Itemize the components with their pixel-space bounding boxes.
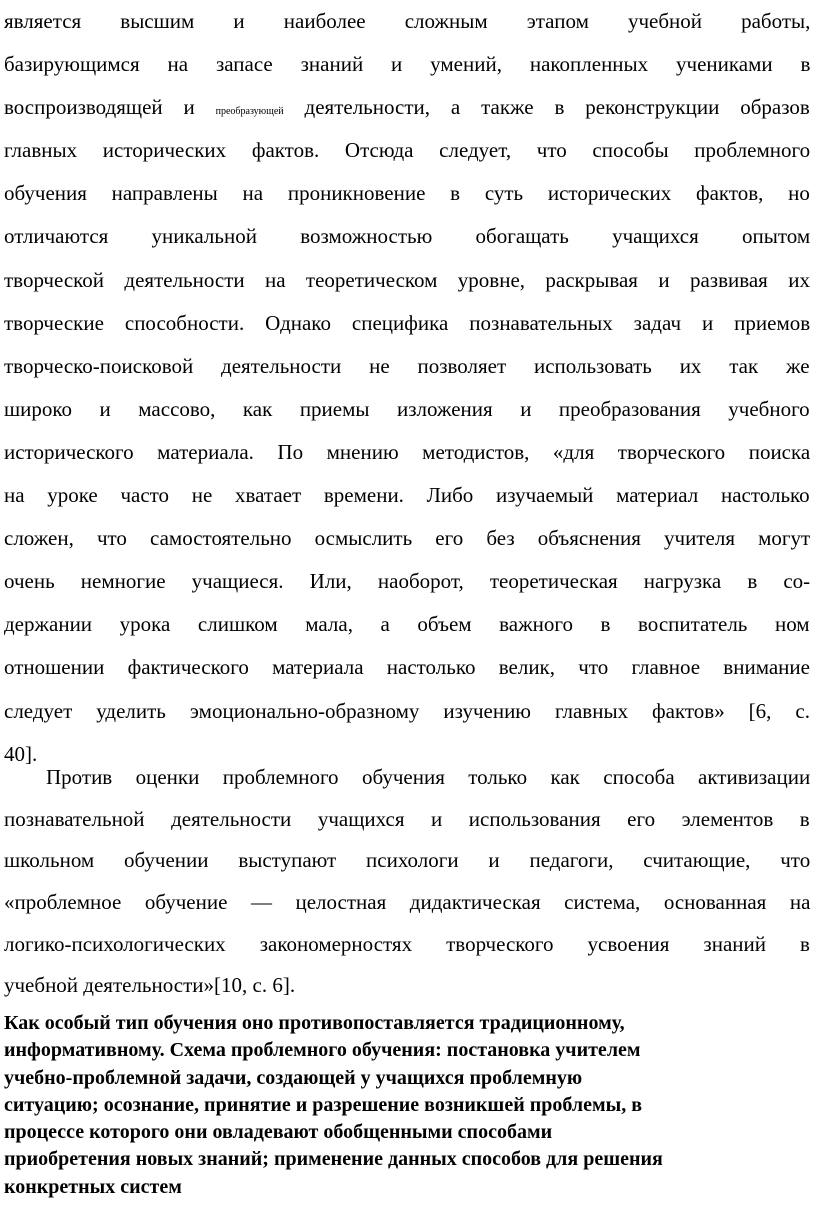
text-line: 40]. <box>4 741 38 766</box>
text-line: учебно-проблемной задачи, создающей у учащихся проблемную <box>4 1066 583 1089</box>
text-line: процессе которого они овладевают обобщенными способами <box>4 1121 553 1144</box>
text-line: отличаются уникальной возможностью обогащать учащихся опытом <box>4 224 811 249</box>
text-line: исторического материала. По мнению методистов, «для творческого поиска <box>4 439 811 464</box>
text-line: сложен, что самостоятельно осмыслить его без объяснения учителя могут <box>4 526 811 551</box>
text-line: держании урока слишком мала, а объем важного в воспитатель ном <box>4 612 810 637</box>
text-line: конкретных систем <box>4 1175 182 1198</box>
text-line: ситуацию; осознание, принятие и разрешение возникшей проблемы, в <box>4 1093 642 1116</box>
text-line: главных исторических фактов. Отсюда следует, что способы проблемного <box>4 138 811 163</box>
text-line: обучения направлены на проникновение в суть исторических фактов, но <box>4 181 810 206</box>
paragraph-2 <box>4 757 810 1007</box>
text-line: следует уделить эмоционально-образному изучению главных фактов» [6, с. <box>4 698 810 723</box>
text-line: Как особый тип обучения оно противопоставляется традиционному, <box>4 1012 625 1034</box>
text-line: «проблемное обучение — целостная дидактическая система, основанная на <box>4 890 811 915</box>
text-line: информативному. Схема проблемного обучения: постановка учителем <box>4 1039 641 1062</box>
small-word: преобразующей <box>215 106 284 118</box>
text-line: очень немногие учащиеся. Или, наоборот, теоретическая нагрузка в со- <box>4 569 811 594</box>
text-line: является высшим и наиболее сложным этапом учебной работы, <box>4 9 811 33</box>
paragraph-1 <box>4 0 810 776</box>
text-line-mixed <box>4 86 810 129</box>
text-line: познавательной деятельности учащихся и использования его элементов в <box>4 806 810 831</box>
text-line: учебной деятельности»[10, с. 6]. <box>4 973 296 998</box>
text-line: логико-психологических закономерностях творческого усвоения знаний в <box>4 931 810 956</box>
text-fragment: деятельности, а также в реконструкции образов <box>304 95 810 120</box>
text-line: базирующимся на запасе знаний и умений, накопленных учениками в <box>4 52 811 77</box>
text-line: школьном обучении выступают психологи и педагоги, считающие, что <box>4 848 811 873</box>
text-line: отношении фактического материала настолько велик, что главное внимание <box>4 655 810 680</box>
text-line: творческо-поисковой деятельности не позволяет использовать их так же <box>4 353 810 378</box>
paragraph-3-bold <box>4 1010 810 1201</box>
text-fragment: воспроизводящей и <box>4 95 195 120</box>
text-line: творческие способности. Однако специфика познавательных задач и приемов <box>4 310 811 335</box>
text-line: Против оценки проблемного обучения только как способа активизации <box>46 765 811 789</box>
text-line: широко и массово, как приемы изложения и преобразования учебного <box>4 396 810 421</box>
text-line: творческой деятельности на теоретическом уровне, раскрывая и развивая их <box>4 267 810 292</box>
text-line: на уроке часто не хватает времени. Либо изучаемый материал настолько <box>4 483 810 508</box>
text-line: приобретения новых знаний; применение данных способов для решения <box>4 1148 663 1171</box>
